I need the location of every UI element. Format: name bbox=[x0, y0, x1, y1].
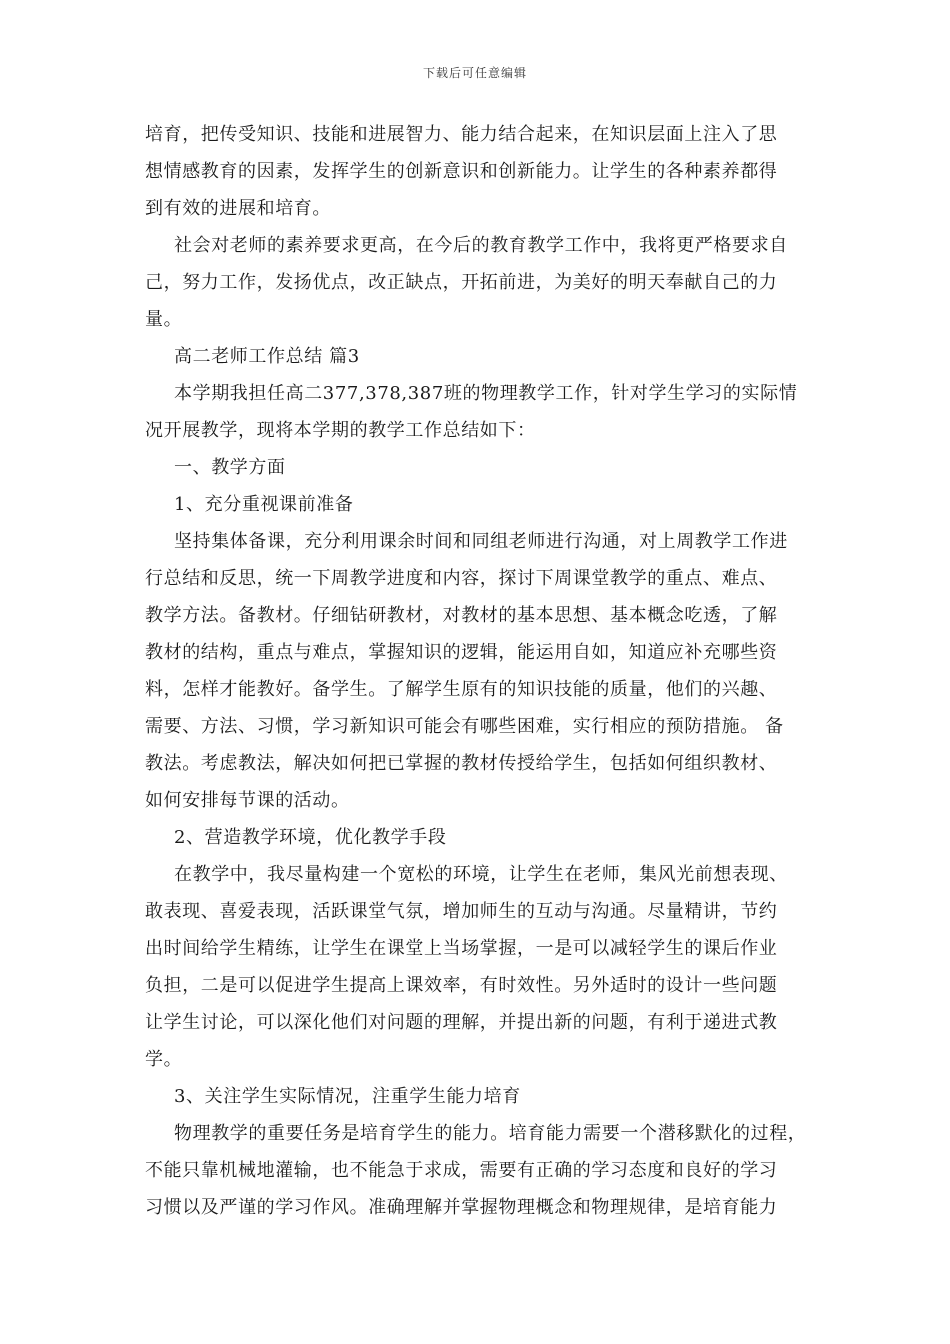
text-line: 到有效的进展和培育。 bbox=[145, 198, 331, 219]
text-line: 让学生讨论，可以深化他们对问题的理解，并提出新的问题，有利于递进式教 bbox=[145, 1012, 778, 1033]
subsection-heading: 3、关注学生实际情况，注重学生能力培育 bbox=[174, 1086, 521, 1107]
text-line: 培育，把传受知识、技能和进展智力、能力结合起来，在知识层面上注入了思 bbox=[145, 124, 778, 145]
paragraph-start: 坚持集体备课，充分利用课余时间和同组老师进行沟通，对上周教学工作进 bbox=[174, 531, 788, 552]
text-line: 量。 bbox=[145, 309, 183, 330]
text-line: 想情感教育的因素，发挥学生的创新意识和创新能力。让学生的各种素养都得 bbox=[145, 161, 778, 182]
text-line: 况开展教学，现将本学期的教学工作总结如下： bbox=[145, 420, 536, 441]
text-line: 教法。考虑教法，解决如何把已掌握的教材传授给学生，包括如何组织教材、 bbox=[145, 753, 778, 774]
text-line: 负担，二是可以促进学生提高上课效率，有时效性。另外适时的设计一些问题 bbox=[145, 975, 778, 996]
text-line: 己，努力工作，发扬优点，改正缺点，开拓前进，为美好的明天奉献自己的力 bbox=[145, 272, 778, 293]
subsection-heading: 1、充分重视课前准备 bbox=[174, 494, 354, 515]
paragraph-start: 物理教学的重要任务是培育学生的能力。培育能力需要一个潜移默化的过程， bbox=[174, 1123, 807, 1144]
section-heading: 高二老师工作总结 篇3 bbox=[174, 346, 360, 367]
paragraph-start: 社会对老师的素养要求更高，在今后的教育教学工作中，我将更严格要求自 bbox=[174, 235, 788, 256]
subsection-heading: 一、教学方面 bbox=[174, 457, 286, 478]
text-line: 教学方法。备教材。仔细钻研教材，对教材的基本思想、基本概念吃透，了解 bbox=[145, 605, 778, 626]
text-line: 不能只靠机械地灌输，也不能急于求成，需要有正确的学习态度和良好的学习 bbox=[145, 1160, 778, 1181]
subsection-heading: 2、营造教学环境，优化教学手段 bbox=[174, 827, 447, 848]
text-line: 敢表现、喜爱表现，活跃课堂气氛，增加师生的互动与沟通。尽量精讲，节约 bbox=[145, 901, 778, 922]
paragraph-start: 在教学中，我尽量构建一个宽松的环境，让学生在老师，集风光前想表现、 bbox=[174, 864, 788, 885]
page-header: 下载后可任意编辑 bbox=[422, 66, 527, 80]
text-line: 教材的结构，重点与难点，掌握知识的逻辑，能运用自如，知道应补充哪些资 bbox=[145, 642, 778, 663]
text-line: 需要、方法、习惯，学习新知识可能会有哪些困难，实行相应的预防措施。 备 bbox=[145, 716, 784, 737]
text-line: 料，怎样才能教好。备学生。了解学生原有的知识技能的质量，他们的兴趣、 bbox=[145, 679, 778, 700]
text-line: 学。 bbox=[145, 1049, 183, 1070]
text-line: 习惯以及严谨的学习作风。准确理解并掌握物理概念和物理规律，是培育能力 bbox=[145, 1197, 778, 1218]
text-line: 出时间给学生精练，让学生在课堂上当场掌握，一是可以减轻学生的课后作业 bbox=[145, 938, 778, 959]
paragraph-start: 本学期我担任高二377,378,387班的物理教学工作，针对学生学习的实际情 bbox=[174, 383, 798, 404]
text-line: 行总结和反思，统一下周教学进度和内容，探讨下周课堂教学的重点、难点、 bbox=[145, 568, 778, 589]
text-line: 如何安排每节课的活动。 bbox=[145, 790, 350, 811]
document-body bbox=[145, 116, 811, 1226]
